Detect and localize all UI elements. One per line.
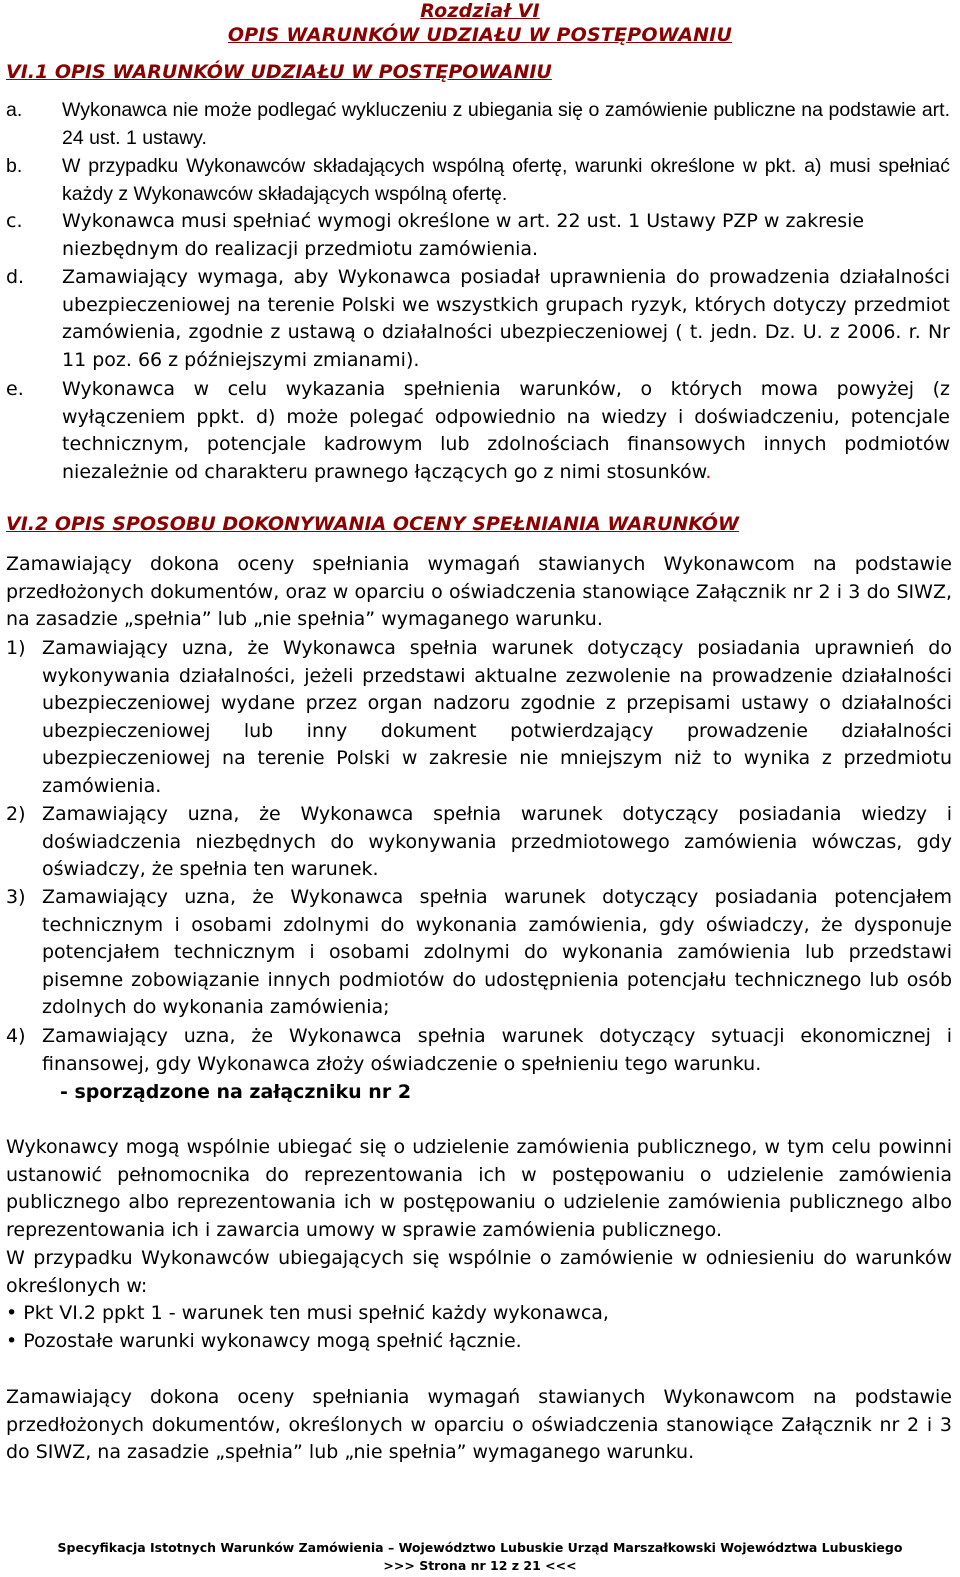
footer-spec-title: Specyfikacja Istotnych Warunków Zamówienia – Województwo Lubuskie Urząd Marszałkowski Województwa Lubuskiego — [57, 1540, 903, 1555]
chapter-heading: Rozdział VI — [420, 0, 540, 22]
point-2-label: 2) — [6, 803, 26, 825]
bullet-item: • Pkt VI.2 ppkt 1 - warunek ten musi spełnić każdy wykonawca, — [6, 1302, 609, 1324]
item-text: Wykonawca nie może podlegać wykluczeniu z ubiegania się o zamówienie publiczne na podstawie art. 24 ust. 1 ustawy. — [62, 99, 950, 149]
chapter-title: OPIS WARUNKÓW UDZIAŁU W POSTĘPOWANIU — [227, 24, 733, 46]
bullet-item: • Pozostałe warunki wykonawcy mogą spełnić łącznie. — [6, 1330, 522, 1352]
section-title-vi2: VI.2 OPIS SPOSOBU DOKONYWANIA OCENY SPEŁNIANIA WARUNKÓW — [6, 513, 739, 535]
point-3-text: Zamawiający uzna, że Wykonawca spełnia warunek dotyczący posiadania potencjałem technicznym i osobami zdolnymi do wykonania zamówienia, gdy oświadczy, że dysponuje potencjałem technicznym i osobami zdolnymi do wykonania zamówienia lub przedstawi pisemne zobowiązanie innych podmiotów do udostępnienia potencjału technicznego lub osób zdolnych do wykonania zamówienia; — [42, 886, 952, 1018]
item-text: W przypadku Wykonawców składających wspólną ofertę, warunki określone w pkt. a) musi spełniać każdy z Wykonawców składających wspólną ofertę. — [62, 155, 950, 205]
closing-paragraph: Zamawiający dokona oceny spełniania wymagań stawianych Wykonawcom na podstawie przedłożonych dokumentów, określonych w oparciu o oświadczenia stanowiące Załącznik nr 2 i 3 do SIWZ, na zasadzie „spełnia” lub „nie spełnia” wymaganego warunku. — [6, 1386, 952, 1463]
point-3-label: 3) — [6, 886, 26, 908]
joint-conditions-paragraph: W przypadku Wykonawców ubiegających się wspólnie o zamówienie w odniesieniu do warunków określonych w: — [6, 1247, 952, 1297]
item-text: Zamawiający wymaga, aby Wykonawca posiadał uprawnienia do prowadzenia działalności ubezpieczeniowej na terenie Polski we wszystkich grupach ryzyk, których dotyczy przedmiot zamówienia, zgodnie z ustawą o działalności ubezpieczeniowej ( t. jedn. Dz. U. z 2006. r. Nr 11 poz. 66 z późniejszymi zmianami). — [62, 266, 950, 371]
item-label: d. — [6, 266, 25, 288]
section-title-vi1: VI.1 OPIS WARUNKÓW UDZIAŁU W POSTĘPOWANIU — [6, 61, 552, 83]
point-4-text: Zamawiający uzna, że Wykonawca spełnia warunek dotyczący sytuacji ekonomicznej i finansowej, gdy Wykonawca złoży oświadczenie o spełnieniu tego warunku. — [42, 1025, 952, 1075]
point-4-label: 4) — [6, 1025, 26, 1047]
item-text: Wykonawca w celu wykazania spełnienia warunków, o których mowa powyżej (z wyłączeniem ppkt. d) może polegać odpowiednio na wiedzy i doświadczeniu, potencjale technicznym, potencjale kadrowym lub zdolnościach finansowych innych podmiotów niezależnie od charakteru prawnego łączących go z nimi stosunków — [62, 378, 950, 483]
item-end-period: . — [705, 460, 712, 483]
item-label: a. — [6, 99, 23, 121]
item-text: Wykonawca musi spełniać wymogi określone w art. 22 ust. 1 Ustawy PZP w zakresie niezbędnym do realizacji przedmiotu zamówienia. — [62, 210, 865, 260]
assessment-intro: Zamawiający dokona oceny spełniania wymagań stawianych Wykonawcom na podstawie przedłożonych dokumentów, oraz w oparciu o oświadczenia stanowiące Załącznik nr 2 i 3 do SIWZ, na zasadzie „spełnia” lub „nie spełnia” wymaganego warunku. — [6, 553, 952, 630]
joint-offer-paragraph: Wykonawcy mogą wspólnie ubiegać się o udzielenie zamówienia publicznego, w tym celu powinni ustanowić pełnomocnika do reprezentowania ich w postępowaniu o udzielenie zamówienia publicznego albo reprezentowania ich w postępowaniu o udzielenie zamówienia publicznego albo reprezentowania ich i zawarcia umowy w sprawie zamówienia publicznego. — [6, 1136, 952, 1241]
point-1-text: Zamawiający uzna, że Wykonawca spełnia warunek dotyczący posiadania uprawnień do wykonywania działalności, jeżeli przedstawi aktualne zezwolenie na prowadzenie działalności ubezpieczeniowej wydane przez organ nadzoru zgodnie z przepisami ustawy o działalności ubezpieczeniowej lub inny dokument potwierdzający prowadzenie działalności ubezpieczeniowej na terenie Polski w zakresie nie mniejszym niż to wynika z przedmiotu zamówienia. — [42, 637, 952, 797]
item-label: e. — [6, 378, 24, 400]
attachment-note: - sporządzone na załączniku nr 2 — [60, 1081, 412, 1103]
item-label: c. — [6, 210, 23, 232]
point-1-label: 1) — [6, 637, 26, 659]
point-2-text: Zamawiający uzna, że Wykonawca spełnia warunek dotyczący posiadania wiedzy i doświadczenia niezbędnych do wykonywania przedmiotowego zamówienia wówczas, gdy oświadczy, że spełnia ten warunek. — [42, 803, 952, 880]
item-text-wrap — [62, 376, 950, 486]
footer-page-number: >>> Strona nr 12 z 21 <<< — [383, 1558, 577, 1573]
item-label: b. — [6, 155, 23, 177]
